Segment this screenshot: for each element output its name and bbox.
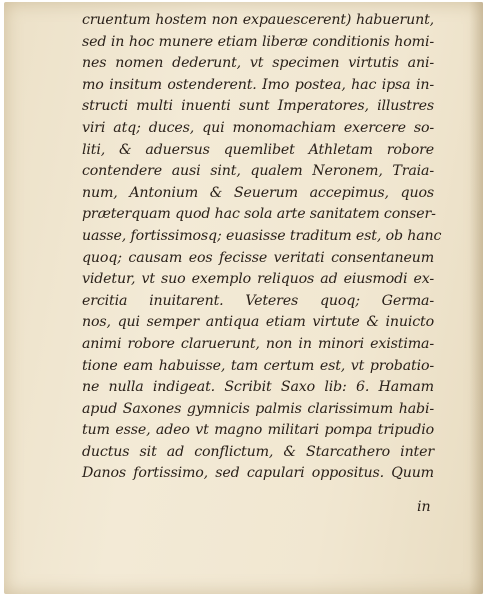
text-line-5: structi multi inuenti sunt Imperatores, illustres bbox=[82, 98, 434, 115]
text-line-7: liti, & aduersus quemlibet Athletam robore bbox=[82, 141, 434, 158]
text-line-18: ne nulla indigeat. Scribit Saxo lib: 6. Hamam bbox=[82, 379, 434, 396]
text-line-8: contendere ausi sint, qualem Neronem, Traia- bbox=[82, 163, 434, 180]
text-line-21: ductus sit ad conflictum, & Starcathero inter bbox=[82, 443, 434, 460]
text-line-3: nes nomen dederunt, vt specimen virtutis ani- bbox=[82, 55, 434, 72]
text-line-13: videtur, vt suo exemplo reliquos ad eiusmodi ex- bbox=[82, 271, 434, 288]
text-line-19: apud Saxones gymnicis palmis clarissimum habi- bbox=[82, 400, 434, 417]
text-line-17: tione eam habuisse, tam certum est, vt probatio- bbox=[82, 357, 434, 374]
text-line-14: ercitia inuitarent. Veteres quoq; Germa- bbox=[82, 292, 434, 309]
text-line-9: num, Antonium & Seuerum accepimus, quos bbox=[82, 184, 434, 201]
text-line-1: cruentum hostem non expauescerent) habuerunt, bbox=[82, 12, 434, 28]
text-line-10: præterquam quod hac sola arte sanitatem conser- bbox=[82, 206, 436, 223]
text-line-16: animi robore claruerunt, non in minori existima- bbox=[82, 335, 434, 352]
text-line-20: tum esse, adeo vt magno militari pompa tripudio bbox=[82, 422, 434, 439]
text-line-4: mo insitum ostenderent. Imo postea, hac ipsa in- bbox=[82, 76, 434, 93]
catchword: in bbox=[417, 499, 431, 515]
text-line-15: nos, qui semper antiqua etiam virtute & inuicto bbox=[82, 314, 434, 331]
page-text bbox=[82, 10, 442, 485]
text-line-6: viri atq; duces, qui monomachiam exercere so- bbox=[82, 119, 434, 136]
text-line-12: quoq; causam eos fecisse veritati consentaneum bbox=[82, 249, 434, 266]
text-line-22: Danos fortissimo, sed capulari oppositus. Quum bbox=[82, 465, 434, 482]
book-page bbox=[4, 2, 483, 594]
text-line-11: uasse, fortissimosq; euasisse traditum est, ob hanc bbox=[82, 227, 442, 244]
text-line-2: sed in hoc munere etiam liberæ conditionis homi- bbox=[82, 33, 434, 50]
